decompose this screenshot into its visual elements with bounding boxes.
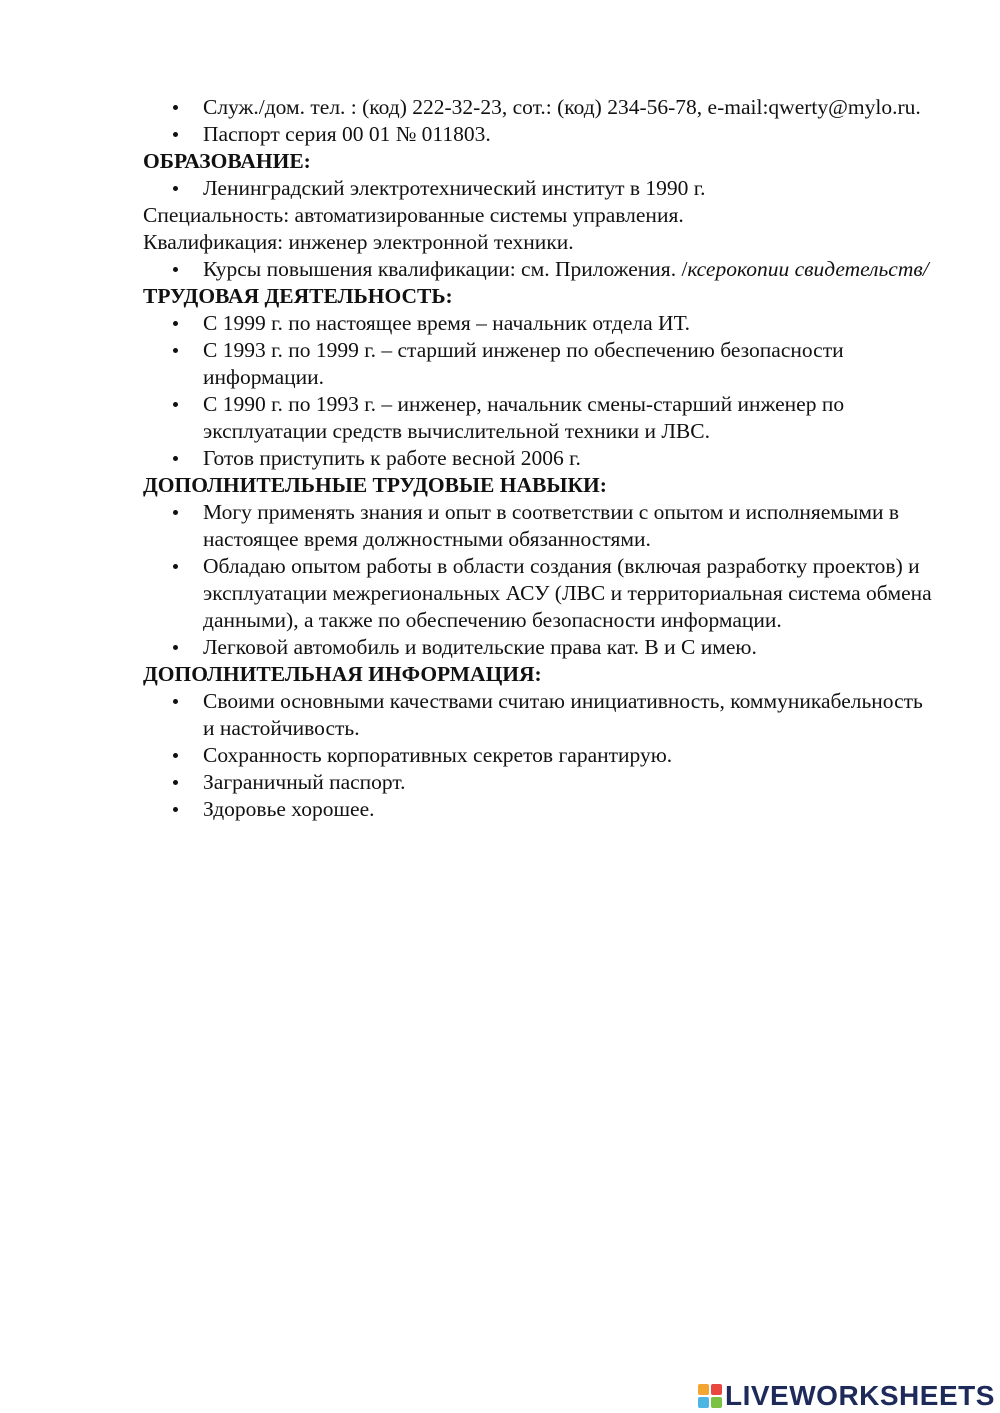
bullet-icon bbox=[173, 321, 178, 326]
bullet-icon bbox=[173, 753, 178, 758]
bullet-icon bbox=[173, 456, 178, 461]
courses-text: Курсы повышения квалификации: см. Приложения. / bbox=[203, 257, 688, 281]
contact-list bbox=[143, 94, 933, 148]
list-item bbox=[143, 121, 933, 148]
list-item bbox=[143, 445, 933, 472]
additional-heading: ДОПОЛНИТЕЛЬНАЯ ИНФОРМАЦИЯ: bbox=[143, 662, 542, 686]
logo-square bbox=[711, 1384, 722, 1395]
skills-list bbox=[143, 499, 933, 661]
contact-passport: Паспорт серия 00 01 № 011803. bbox=[203, 122, 491, 146]
list-item bbox=[143, 256, 933, 283]
bullet-icon bbox=[173, 699, 178, 704]
list-item bbox=[143, 688, 933, 742]
list-item bbox=[143, 553, 933, 634]
skills-item: Могу применять знания и опыт в соответствии с опытом и исполняемыми в настоящее время должностными обязанностями. bbox=[203, 500, 900, 551]
bullet-icon bbox=[173, 564, 178, 569]
skills-item: Легковой автомобиль и водительские права кат. В и С имею. bbox=[203, 635, 757, 659]
bullet-icon bbox=[173, 132, 178, 137]
liveworksheets-logo[interactable] bbox=[698, 1379, 995, 1413]
work-item: Готов приступить к работе весной 2006 г. bbox=[203, 446, 581, 470]
liveworksheets-logo-icon bbox=[698, 1384, 722, 1408]
list-item bbox=[143, 391, 933, 445]
bullet-icon bbox=[173, 402, 178, 407]
bullet-icon bbox=[173, 807, 178, 812]
bullet-icon bbox=[173, 105, 178, 110]
list-item bbox=[143, 94, 933, 121]
education-list bbox=[143, 175, 933, 202]
contact-phone: Служ./дом. тел. : (код) 222-32-23, сот.: (код) 234-56-78, e-mail:qwerty@mylo.ru. bbox=[203, 95, 921, 119]
work-item: С 1993 г. по 1999 г. – старший инженер по обеспечению безопасности информации. bbox=[203, 338, 844, 389]
skills-item: Обладаю опытом работы в области создания (включая разработку проектов) и эксплуатации межрегиональных АСУ (ЛВС и территориальная система обмена данными), а также по обеспечению безопасности информации. bbox=[203, 554, 932, 632]
courses-italic: ксерокопии свидетельств/ bbox=[687, 257, 929, 281]
list-item bbox=[143, 310, 933, 337]
bullet-icon bbox=[173, 186, 178, 191]
bullet-icon bbox=[173, 510, 178, 515]
courses-list bbox=[143, 256, 933, 283]
bullet-icon bbox=[173, 267, 178, 272]
work-list bbox=[143, 310, 933, 472]
bullet-icon bbox=[173, 645, 178, 650]
work-item: С 1999 г. по настоящее время – начальник отдела ИТ. bbox=[203, 311, 690, 335]
resume-page bbox=[143, 94, 933, 823]
additional-item: Своими основными качествами считаю инициативность, коммуникабельность и настойчивость. bbox=[203, 689, 923, 740]
education-heading: ОБРАЗОВАНИЕ: bbox=[143, 149, 311, 173]
skills-heading: ДОПОЛНИТЕЛЬНЫЕ ТРУДОВЫЕ НАВЫКИ: bbox=[143, 473, 607, 497]
additional-item: Сохранность корпоративных секретов гарантирую. bbox=[203, 743, 673, 767]
list-item bbox=[143, 175, 933, 202]
list-item bbox=[143, 634, 933, 661]
list-item bbox=[143, 796, 933, 823]
bullet-icon bbox=[173, 348, 178, 353]
list-item bbox=[143, 742, 933, 769]
bullet-icon bbox=[173, 780, 178, 785]
list-item bbox=[143, 337, 933, 391]
education-specialty: Специальность: автоматизированные системы управления. bbox=[143, 203, 684, 227]
work-heading: ТРУДОВАЯ ДЕЯТЕЛЬНОСТЬ: bbox=[143, 284, 453, 308]
additional-item: Здоровье хорошее. bbox=[203, 797, 375, 821]
list-item bbox=[143, 499, 933, 553]
list-item bbox=[143, 769, 933, 796]
additional-list bbox=[143, 688, 933, 823]
education-qualification: Квалификация: инженер электронной техники. bbox=[143, 230, 574, 254]
logo-square bbox=[711, 1397, 722, 1408]
logo-square bbox=[698, 1384, 709, 1395]
education-institute: Ленинградский электротехнический институт в 1990 г. bbox=[203, 176, 706, 200]
brand-text: LIVEWORKSHEETS bbox=[725, 1380, 995, 1411]
logo-square bbox=[698, 1397, 709, 1408]
work-item: С 1990 г. по 1993 г. – инженер, начальник смены-старший инженер по эксплуатации средств вычислительной техники и ЛВС. bbox=[203, 392, 845, 443]
additional-item: Заграничный паспорт. bbox=[203, 770, 406, 794]
